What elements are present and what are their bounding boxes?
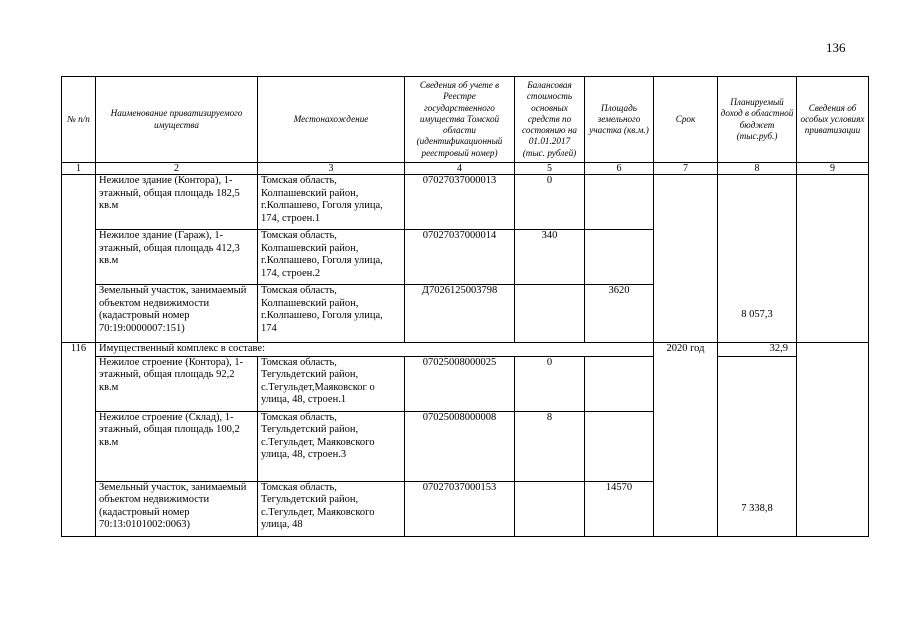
registry-number: 07025008000025 bbox=[405, 356, 515, 411]
registry-number: 07027037000014 bbox=[405, 230, 515, 285]
header-cell: Планируемый доход в областной бюджет (тыс.руб.) bbox=[718, 77, 797, 163]
header-cell: Срок bbox=[654, 77, 718, 163]
land-area bbox=[585, 356, 654, 411]
special-conditions bbox=[797, 175, 869, 343]
complex-title: Имущественный комплекс в составе: bbox=[96, 343, 654, 357]
balance-value: 340 bbox=[515, 230, 585, 285]
balance-value bbox=[515, 481, 585, 536]
item-location: Томская область, Тегульдетский район, с.Тегульдет,Маяковског о улица, 48, строен.1 bbox=[258, 356, 405, 411]
land-area bbox=[585, 230, 654, 285]
table-row bbox=[62, 356, 869, 411]
term-value: 2020 год bbox=[654, 343, 718, 537]
header-cell: Балансовая стоимость основных средств по состоянию на 01.01.2017 (тыс. рублей) bbox=[515, 77, 585, 163]
balance-value bbox=[515, 285, 585, 343]
page-number: 136 bbox=[826, 40, 846, 55]
planned-income bbox=[718, 175, 797, 343]
registry-number: 07027037000013 bbox=[405, 175, 515, 230]
column-number: 7 bbox=[654, 163, 718, 175]
header-cell: № п/п bbox=[62, 77, 96, 163]
planned-income-value: 7 338,8 bbox=[741, 503, 773, 514]
column-number: 8 bbox=[718, 163, 797, 175]
header-cell: Наименование приватизируемого имущества bbox=[96, 77, 258, 163]
header-cell: Площадь земельного участка (кв.м.) bbox=[585, 77, 654, 163]
item-name: Нежилое строение (Склад), 1-этажный, общая площадь 100,2 кв.м bbox=[96, 411, 258, 481]
column-number: 5 bbox=[515, 163, 585, 175]
balance-value: 0 bbox=[515, 175, 585, 230]
table-row bbox=[62, 343, 869, 357]
row-number-cell bbox=[62, 175, 96, 343]
column-number: 4 bbox=[405, 163, 515, 175]
planned-income-value: 8 057,3 bbox=[741, 309, 773, 321]
column-number: 9 bbox=[797, 163, 869, 175]
item-name: Нежилое строение (Контора), 1-этажный, общая площадь 92,2 кв.м bbox=[96, 356, 258, 411]
column-number: 1 bbox=[62, 163, 96, 175]
column-number: 3 bbox=[258, 163, 405, 175]
item-location: Томская область, Тегульдетский район, с.Тегульдет, Маяковского улица, 48, строен.3 bbox=[258, 411, 405, 481]
planned-income bbox=[718, 356, 797, 536]
planned-income-top: 32,9 bbox=[718, 343, 797, 357]
item-location: Томская область, Колпашевский район, г.Колпашево, Гоголя улица, 174, строен.2 bbox=[258, 230, 405, 285]
land-area: 14570 bbox=[585, 481, 654, 536]
header-cell: Сведения об особых условиях приватизации bbox=[797, 77, 869, 163]
registry-number: 07027037000153 bbox=[405, 481, 515, 536]
column-number-row bbox=[62, 163, 869, 175]
land-area bbox=[585, 175, 654, 230]
table-row bbox=[62, 175, 869, 230]
header-cell: Сведения об учете в Реестре государственного имущества Томской области (идентификационный реестровый номер) bbox=[405, 77, 515, 163]
balance-value: 0 bbox=[515, 356, 585, 411]
header-row bbox=[62, 77, 869, 163]
land-area: 3620 bbox=[585, 285, 654, 343]
header-cell: Местонахождение bbox=[258, 77, 405, 163]
column-number: 6 bbox=[585, 163, 654, 175]
term-cell bbox=[654, 175, 718, 343]
item-name: Земельный участок, занимаемый объектом недвижимости (кадастровый номер 70:13:0101002:0063) bbox=[96, 481, 258, 536]
item-name: Земельный участок, занимаемый объектом недвижимости (кадастровый номер 70:19:0000007:151) bbox=[96, 285, 258, 343]
land-area bbox=[585, 411, 654, 481]
item-location: Томская область, Колпашевский район, г.Колпашево, Гоголя улица, 174 bbox=[258, 285, 405, 343]
registry-number: Д7026125003798 bbox=[405, 285, 515, 343]
item-location: Томская область, Тегульдетский район, с.Тегульдет, Маяковского улица, 48 bbox=[258, 481, 405, 536]
row-number: 116 bbox=[62, 343, 96, 537]
item-name: Нежилое здание (Гараж), 1-этажный, общая площадь 412,3 кв.м bbox=[96, 230, 258, 285]
privatization-table bbox=[61, 76, 868, 537]
registry-number: 07025008000008 bbox=[405, 411, 515, 481]
item-location: Томская область, Колпашевский район, г.Колпашево, Гоголя улица, 174, строен.1 bbox=[258, 175, 405, 230]
balance-value: 8 bbox=[515, 411, 585, 481]
item-name: Нежилое здание (Контора), 1-этажный, общая площадь 182,5 кв.м bbox=[96, 175, 258, 230]
column-number: 2 bbox=[96, 163, 258, 175]
special-conditions bbox=[797, 343, 869, 537]
